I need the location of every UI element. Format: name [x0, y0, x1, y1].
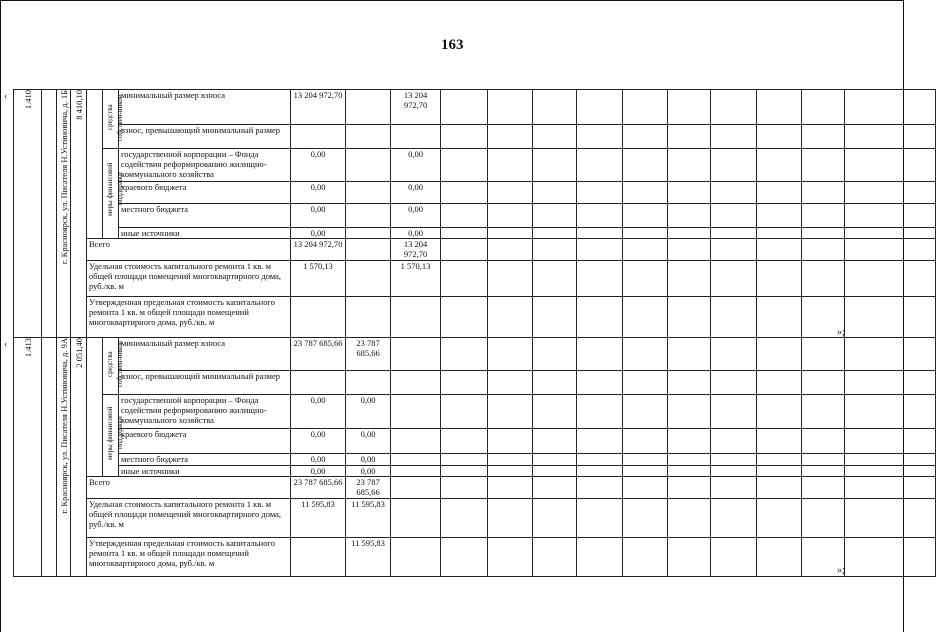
- empty-cell: [623, 182, 668, 204]
- value-cell: [391, 370, 441, 394]
- empty-cell: [441, 90, 488, 125]
- empty-cell: [711, 499, 757, 538]
- empty-cell: [668, 182, 711, 204]
- value-cell: [391, 297, 441, 338]
- empty-cell: [488, 465, 533, 476]
- empty-cell: [757, 261, 802, 297]
- empty-cell: [845, 90, 936, 125]
- empty-cell: [577, 395, 623, 429]
- empty-cell: [845, 204, 936, 228]
- empty-cell: [533, 499, 577, 538]
- empty-cell: [488, 454, 533, 465]
- empty-cell: [441, 428, 488, 454]
- empty-cell: [488, 395, 533, 429]
- empty-cell: [802, 499, 845, 538]
- empty-cell: [711, 465, 757, 476]
- empty-cell: [441, 261, 488, 297]
- empty-cell: [623, 338, 668, 371]
- empty-cell: [533, 465, 577, 476]
- empty-cell: [488, 538, 533, 577]
- empty-cell: [441, 338, 488, 371]
- value-cell: 13 204 972,70: [291, 90, 346, 125]
- empty-cell: [577, 428, 623, 454]
- empty-cell: [757, 370, 802, 394]
- empty-cell: [845, 297, 936, 338]
- empty-cell: [845, 454, 936, 465]
- empty-cell: [87, 338, 103, 477]
- empty-cell: [488, 476, 533, 498]
- empty-cell: [533, 182, 577, 204]
- row-label: иные источники: [119, 465, 291, 476]
- empty-cell: [42, 90, 57, 338]
- empty-cell: [533, 476, 577, 498]
- repair-table: [13, 89, 936, 338]
- empty-cell: [757, 465, 802, 476]
- value-cell: [391, 454, 441, 465]
- value-cell: 1 570,13: [391, 261, 441, 297]
- empty-cell: [533, 428, 577, 454]
- empty-cell: [757, 125, 802, 149]
- empty-cell: [757, 538, 802, 577]
- empty-cell: [488, 125, 533, 149]
- code-text: 1.413: [22, 338, 33, 358]
- empty-cell: [441, 182, 488, 204]
- value-cell: 0,00: [291, 228, 346, 239]
- empty-cell: [533, 261, 577, 297]
- empty-cell: [441, 499, 488, 538]
- empty-cell: [623, 370, 668, 394]
- empty-cell: [845, 338, 936, 371]
- row-label: Удельная стоимость капитального ремонта 1 кв. м общей площади помещений многоквартирного дома, руб./кв. м: [87, 261, 291, 297]
- open-mark: ‹: [4, 339, 8, 350]
- support-group-cell: [103, 395, 124, 477]
- empty-cell: [87, 90, 103, 239]
- empty-cell: [668, 90, 711, 125]
- close-mark: »;: [837, 565, 845, 576]
- empty-cell: [668, 395, 711, 429]
- empty-cell: [757, 454, 802, 465]
- area-text: 2 051,40: [73, 338, 84, 368]
- empty-cell: [488, 370, 533, 394]
- empty-cell: [668, 204, 711, 228]
- value-cell: 0,00: [291, 465, 346, 476]
- row-label: взнос, превышающий минимальный размер: [119, 370, 291, 394]
- empty-cell: [757, 428, 802, 454]
- value-cell: 23 787 685,66: [346, 338, 391, 371]
- empty-cell: [668, 125, 711, 149]
- empty-cell: [623, 465, 668, 476]
- empty-cell: [711, 204, 757, 228]
- empty-cell: [623, 428, 668, 454]
- empty-cell: [668, 261, 711, 297]
- area-text: 8 410,10: [73, 90, 84, 120]
- support-group-cell: [103, 149, 124, 239]
- empty-cell: [533, 395, 577, 429]
- empty-cell: [441, 476, 488, 498]
- empty-cell: [802, 428, 845, 454]
- empty-cell: [845, 428, 936, 454]
- empty-cell: [802, 395, 845, 429]
- code-text: 1.410: [22, 90, 33, 110]
- empty-cell: [802, 239, 845, 261]
- empty-cell: [757, 297, 802, 338]
- empty-cell: [845, 261, 936, 297]
- empty-cell: [441, 125, 488, 149]
- row-label: минимальный размер взноса: [119, 338, 291, 371]
- empty-cell: [533, 125, 577, 149]
- area-cell: [71, 90, 87, 338]
- empty-cell: [623, 239, 668, 261]
- value-cell: 11 595,83: [346, 538, 391, 577]
- empty-cell: [488, 90, 533, 125]
- empty-cell: [441, 204, 488, 228]
- value-cell: 11 595,83: [346, 499, 391, 538]
- empty-cell: [577, 261, 623, 297]
- empty-cell: [533, 90, 577, 125]
- empty-cell: [488, 204, 533, 228]
- empty-cell: [802, 297, 845, 338]
- empty-cell: [668, 454, 711, 465]
- empty-cell: [533, 538, 577, 577]
- empty-cell: [488, 228, 533, 239]
- empty-cell: [845, 476, 936, 498]
- empty-cell: [668, 476, 711, 498]
- row-label: краевого бюджета: [119, 182, 291, 204]
- support-group-text: меры финансовой поддержки: [106, 162, 124, 216]
- empty-cell: [802, 228, 845, 239]
- owners-group-text: средства собствен-ников: [106, 340, 124, 388]
- empty-cell: [488, 297, 533, 338]
- empty-cell: [845, 395, 936, 429]
- value-cell: 0,00: [391, 149, 441, 182]
- empty-cell: [577, 149, 623, 182]
- empty-cell: [668, 465, 711, 476]
- value-cell: [346, 149, 391, 182]
- empty-cell: [802, 476, 845, 498]
- empty-cell: [757, 90, 802, 125]
- row-label: Всего: [87, 239, 291, 261]
- row-label: Утвержденная предельная стоимость капитального ремонта 1 кв. м общей площади помещений многоквартирного дома, руб./кв. м: [87, 538, 291, 577]
- empty-cell: [441, 239, 488, 261]
- value-cell: [346, 125, 391, 149]
- address-cell: [57, 338, 71, 577]
- empty-cell: [441, 370, 488, 394]
- value-cell: [291, 538, 346, 577]
- empty-cell: [845, 465, 936, 476]
- empty-cell: [668, 428, 711, 454]
- value-cell: [391, 338, 441, 371]
- empty-cell: [488, 149, 533, 182]
- value-cell: 0,00: [291, 182, 346, 204]
- value-cell: 23 787 685,66: [346, 476, 391, 498]
- row-label: государственной корпорации – Фонда содействия реформированию жилищно-коммунального хозяйства: [119, 395, 291, 429]
- empty-cell: [577, 499, 623, 538]
- empty-cell: [802, 149, 845, 182]
- empty-cell: [711, 370, 757, 394]
- house-block: [13, 89, 835, 337]
- empty-cell: [488, 338, 533, 371]
- empty-cell: [623, 90, 668, 125]
- empty-cell: [802, 90, 845, 125]
- value-cell: 0,00: [346, 428, 391, 454]
- empty-cell: [711, 476, 757, 498]
- empty-cell: [802, 454, 845, 465]
- empty-cell: [668, 338, 711, 371]
- value-cell: 0,00: [291, 454, 346, 465]
- empty-cell: [577, 454, 623, 465]
- empty-cell: [577, 297, 623, 338]
- empty-cell: [845, 499, 936, 538]
- row-label: краевого бюджета: [119, 428, 291, 454]
- empty-cell: [623, 125, 668, 149]
- empty-cell: [488, 428, 533, 454]
- empty-cell: [757, 499, 802, 538]
- empty-cell: [623, 261, 668, 297]
- empty-cell: [757, 395, 802, 429]
- value-cell: [391, 538, 441, 577]
- empty-cell: [757, 239, 802, 261]
- empty-cell: [488, 239, 533, 261]
- value-cell: 1 570,13: [291, 261, 346, 297]
- empty-cell: [757, 476, 802, 498]
- empty-cell: [623, 204, 668, 228]
- empty-cell: [533, 149, 577, 182]
- empty-cell: [711, 182, 757, 204]
- empty-cell: [441, 297, 488, 338]
- empty-cell: [668, 239, 711, 261]
- address-cell: [57, 90, 71, 338]
- value-cell: 0,00: [291, 428, 346, 454]
- empty-cell: [711, 261, 757, 297]
- empty-cell: [488, 182, 533, 204]
- empty-cell: [577, 125, 623, 149]
- empty-cell: [623, 297, 668, 338]
- empty-cell: [711, 149, 757, 182]
- empty-cell: [533, 370, 577, 394]
- code-cell: [14, 338, 42, 577]
- empty-cell: [802, 370, 845, 394]
- empty-cell: [711, 239, 757, 261]
- empty-cell: [441, 149, 488, 182]
- empty-cell: [577, 338, 623, 371]
- house-block: [13, 337, 835, 577]
- empty-cell: [42, 338, 57, 577]
- value-cell: [346, 297, 391, 338]
- value-cell: 13 204 972,70: [391, 239, 441, 261]
- empty-cell: [757, 228, 802, 239]
- value-cell: 0,00: [346, 454, 391, 465]
- empty-cell: [802, 182, 845, 204]
- empty-cell: [441, 538, 488, 577]
- owners-group-text: средства собствен-ников: [106, 94, 124, 141]
- empty-cell: [802, 125, 845, 149]
- code-cell: [14, 90, 42, 338]
- open-mark: ‹: [4, 91, 8, 102]
- repair-table: [13, 337, 936, 577]
- empty-cell: [533, 297, 577, 338]
- empty-cell: [577, 465, 623, 476]
- empty-cell: [845, 239, 936, 261]
- row-label: минимальный размер взноса: [119, 90, 291, 125]
- value-cell: [391, 395, 441, 429]
- row-label: местного бюджета: [119, 204, 291, 228]
- empty-cell: [441, 465, 488, 476]
- empty-cell: [441, 395, 488, 429]
- empty-cell: [845, 538, 936, 577]
- value-cell: 23 787 685,66: [291, 476, 346, 498]
- empty-cell: [533, 239, 577, 261]
- value-cell: [391, 476, 441, 498]
- empty-cell: [802, 465, 845, 476]
- empty-cell: [488, 261, 533, 297]
- empty-cell: [711, 395, 757, 429]
- empty-cell: [668, 149, 711, 182]
- value-cell: [346, 261, 391, 297]
- empty-cell: [533, 204, 577, 228]
- empty-cell: [668, 499, 711, 538]
- empty-cell: [533, 454, 577, 465]
- empty-cell: [845, 125, 936, 149]
- empty-cell: [668, 228, 711, 239]
- value-cell: [391, 465, 441, 476]
- empty-cell: [845, 182, 936, 204]
- empty-cell: [577, 239, 623, 261]
- value-cell: 0,00: [291, 204, 346, 228]
- empty-cell: [802, 538, 845, 577]
- empty-cell: [757, 149, 802, 182]
- value-cell: 0,00: [391, 204, 441, 228]
- row-label: Удельная стоимость капитального ремонта 1 кв. м общей площади помещений многоквартирного дома, руб./кв. м: [87, 499, 291, 538]
- value-cell: [391, 499, 441, 538]
- value-cell: [346, 90, 391, 125]
- empty-cell: [757, 338, 802, 371]
- row-label: иные источники: [119, 228, 291, 239]
- address-text: г. Красноярск, ул. Писателя Н.Устиновича, д. 9А: [59, 338, 69, 514]
- value-cell: [291, 125, 346, 149]
- row-label: местного бюджета: [119, 454, 291, 465]
- empty-cell: [711, 297, 757, 338]
- empty-cell: [802, 261, 845, 297]
- value-cell: 0,00: [391, 182, 441, 204]
- value-cell: 0,00: [346, 465, 391, 476]
- empty-cell: [577, 538, 623, 577]
- empty-cell: [623, 228, 668, 239]
- owners-group-cell: [103, 90, 124, 149]
- support-group-text: меры финансовой поддержки: [106, 406, 124, 460]
- empty-cell: [577, 370, 623, 394]
- empty-cell: [441, 454, 488, 465]
- value-cell: 11 595,83: [291, 499, 346, 538]
- empty-cell: [488, 499, 533, 538]
- empty-cell: [577, 204, 623, 228]
- empty-cell: [845, 228, 936, 239]
- empty-cell: [533, 338, 577, 371]
- empty-cell: [668, 370, 711, 394]
- empty-cell: [711, 454, 757, 465]
- empty-cell: [802, 204, 845, 228]
- value-cell: 0,00: [291, 395, 346, 429]
- empty-cell: [711, 428, 757, 454]
- empty-cell: [623, 149, 668, 182]
- value-cell: [391, 125, 441, 149]
- empty-cell: [711, 90, 757, 125]
- value-cell: 0,00: [391, 228, 441, 239]
- row-label: Утвержденная предельная стоимость капитального ремонта 1 кв. м общей площади помещений многоквартирного дома, руб./кв. м: [87, 297, 291, 338]
- value-cell: 13 204 972,70: [391, 90, 441, 125]
- row-label: Всего: [87, 476, 291, 498]
- area-cell: [71, 338, 87, 577]
- empty-cell: [802, 338, 845, 371]
- row-label: взнос, превышающий минимальный размер: [119, 125, 291, 149]
- value-cell: 23 787 685,66: [291, 338, 346, 371]
- empty-cell: [711, 228, 757, 239]
- row-label: государственной корпорации – Фонда содействия реформированию жилищно-коммунального хозяйства: [119, 149, 291, 182]
- value-cell: 13 204 972,70: [291, 239, 346, 261]
- empty-cell: [577, 182, 623, 204]
- address-text: г. Красноярск, ул. Писателя Н.Устиновича, д. 1Б: [59, 90, 69, 265]
- empty-cell: [623, 499, 668, 538]
- empty-cell: [668, 297, 711, 338]
- value-cell: [346, 228, 391, 239]
- close-mark: »;: [837, 327, 845, 338]
- value-cell: [346, 239, 391, 261]
- empty-cell: [623, 454, 668, 465]
- empty-cell: [711, 338, 757, 371]
- empty-cell: [441, 228, 488, 239]
- value-cell: 0,00: [291, 149, 346, 182]
- owners-group-cell: [103, 338, 124, 395]
- empty-cell: [577, 90, 623, 125]
- empty-cell: [757, 182, 802, 204]
- empty-cell: [577, 228, 623, 239]
- value-cell: [291, 297, 346, 338]
- value-cell: [346, 182, 391, 204]
- empty-cell: [845, 370, 936, 394]
- value-cell: [346, 204, 391, 228]
- empty-cell: [623, 395, 668, 429]
- value-cell: [346, 370, 391, 394]
- empty-cell: [577, 476, 623, 498]
- empty-cell: [533, 228, 577, 239]
- empty-cell: [623, 476, 668, 498]
- empty-cell: [623, 538, 668, 577]
- empty-cell: [668, 538, 711, 577]
- empty-cell: [711, 125, 757, 149]
- empty-cell: [845, 149, 936, 182]
- value-cell: [391, 428, 441, 454]
- empty-cell: [757, 204, 802, 228]
- page-number: 163: [441, 37, 464, 53]
- value-cell: 0,00: [346, 395, 391, 429]
- empty-cell: [711, 538, 757, 577]
- value-cell: [291, 370, 346, 394]
